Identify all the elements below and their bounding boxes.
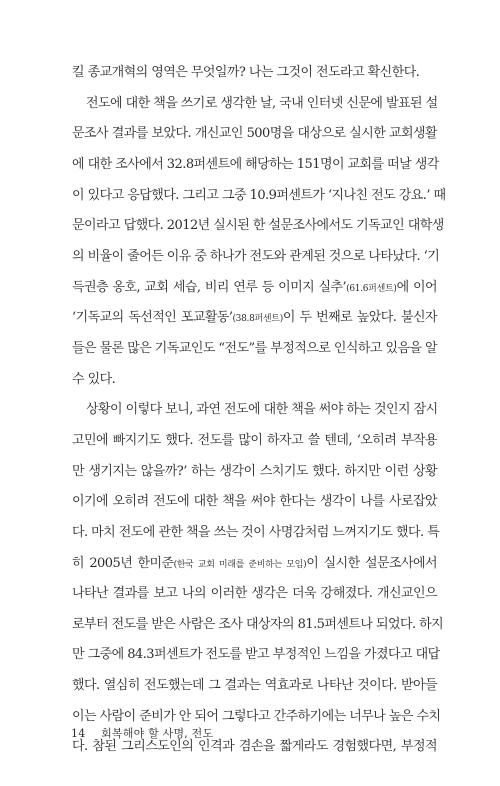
text-line xyxy=(72,365,437,396)
page-footer xyxy=(71,725,213,741)
text-segment: 다. 참된 그리스도인의 인격과 겸손을 짧게라도 경험했다면, 부정적 xyxy=(72,739,437,755)
text-line xyxy=(72,181,446,212)
page-number: 14 xyxy=(71,727,86,740)
text-segment: 이기에 오히려 전도에 대한 책을 써야 한다는 생각이 나를 사로잡았 xyxy=(72,494,437,510)
text-segment: 수 있다. xyxy=(72,371,116,387)
text-segment: ‘기독교의 독선적인 포교활동’ xyxy=(72,310,233,326)
text-line xyxy=(72,119,437,150)
text-line xyxy=(72,242,440,273)
text-segment: 득권층 옹호, 교회 세습, 비리 연루 등 이미지 실추’ xyxy=(72,279,347,295)
text-segment: 에 이어 xyxy=(396,279,438,295)
text-segment: 이 실시한 설문조사에서 xyxy=(306,555,437,571)
text-segment: 나타난 결과를 보고 나의 이러한 생각은 더욱 강해졌다. 개신교인으 xyxy=(72,586,437,602)
annotation-text: (61.6퍼센트) xyxy=(346,283,397,294)
text-line xyxy=(72,150,437,181)
text-line xyxy=(72,487,437,518)
text-line xyxy=(72,89,437,120)
text-segment: 문이라고 답했다. 2012년 실시된 한 설문조사에서도 기독교인 대학생 xyxy=(72,218,444,234)
text-segment: 만 생기지는 않을까?’ 하는 생각이 스치기도 했다. 하지만 이런 상황 xyxy=(72,463,437,479)
text-line xyxy=(72,579,437,610)
text-segment: 고민에 빠지기도 했다. 전도를 많이 하자고 쓸 텐데, ‘오히려 부작용 xyxy=(72,432,437,448)
text-segment: 이 있다고 응답했다. 그리고 그중 10.9퍼센트가 ‘지나친 전도 강요.’ 때 xyxy=(72,187,446,203)
annotation-text: (한국 교회 미래를 준비하는 모임) xyxy=(173,559,307,570)
paragraph xyxy=(72,89,446,396)
text-line xyxy=(72,549,437,580)
text-line xyxy=(72,395,437,426)
text-segment: 히 2005년 한미준 xyxy=(72,555,174,571)
text-line xyxy=(72,303,437,334)
text-line xyxy=(72,426,437,457)
text-line xyxy=(72,518,440,549)
text-segment: 이 두 번째로 높았다. 불신자 xyxy=(282,310,437,326)
body-text xyxy=(72,58,446,763)
text-line xyxy=(72,273,437,304)
annotation-text: (38.8퍼센트) xyxy=(232,314,283,325)
text-segment: 만 그중에 84.3퍼센트가 전도를 받고 부정적인 느낌을 가졌다고 대답 xyxy=(72,647,440,663)
text-segment: 들은 물론 많은 기독교인도 “전도”를 부정적으로 인식하고 있음을 알 xyxy=(72,340,438,356)
text-segment: 했다. 열심히 전도했는데 그 결과는 역효과로 나타난 것이다. 받아들 xyxy=(72,678,437,694)
text-segment: 문조사 결과를 보았다. 개신교인 500명을 대상으로 실시한 교회생활 xyxy=(72,126,437,142)
text-segment: 전도에 대한 책을 쓰기로 생각한 날, 국내 인터넷 신문에 발표된 설 xyxy=(86,95,438,111)
text-line xyxy=(72,457,437,488)
paragraph xyxy=(72,395,444,763)
text-segment: 의 비율이 줄어든 이유 중 하나가 전도와 관계된 것으로 나타났다. ‘기 xyxy=(72,248,440,264)
text-line xyxy=(72,610,444,641)
text-segment: 이는 사람이 준비가 안 되어 그렇다고 간주하기에는 너무나 높은 수치 xyxy=(72,708,441,724)
text-segment: 다. 마치 전도에 관한 책을 쓰는 것이 사명감처럼 느껴지기도 했다. 특 xyxy=(72,524,440,540)
text-segment: 로부터 전도를 받은 사람은 조사 대상자의 81.5퍼센트나 되었다. 하지 xyxy=(72,616,444,632)
text-line xyxy=(72,640,440,671)
text-segment: 킬 종교개혁의 영역은 무엇일까? 나는 그것이 전도라고 확신한다. xyxy=(72,65,420,80)
text-line xyxy=(72,334,437,365)
text-line xyxy=(72,58,437,89)
running-title: 회복해야 할 사명, 전도 xyxy=(101,727,214,740)
text-line xyxy=(72,671,437,702)
text-line xyxy=(72,211,444,242)
paragraph xyxy=(72,58,437,89)
text-segment: 에 대한 조사에서 32.8퍼센트에 해당하는 151명이 교회를 떠날 생각 xyxy=(72,156,439,172)
text-segment: 상황이 이렇다 보니, 과연 전도에 대한 책을 써야 하는 것인지 잠시 xyxy=(86,402,438,418)
